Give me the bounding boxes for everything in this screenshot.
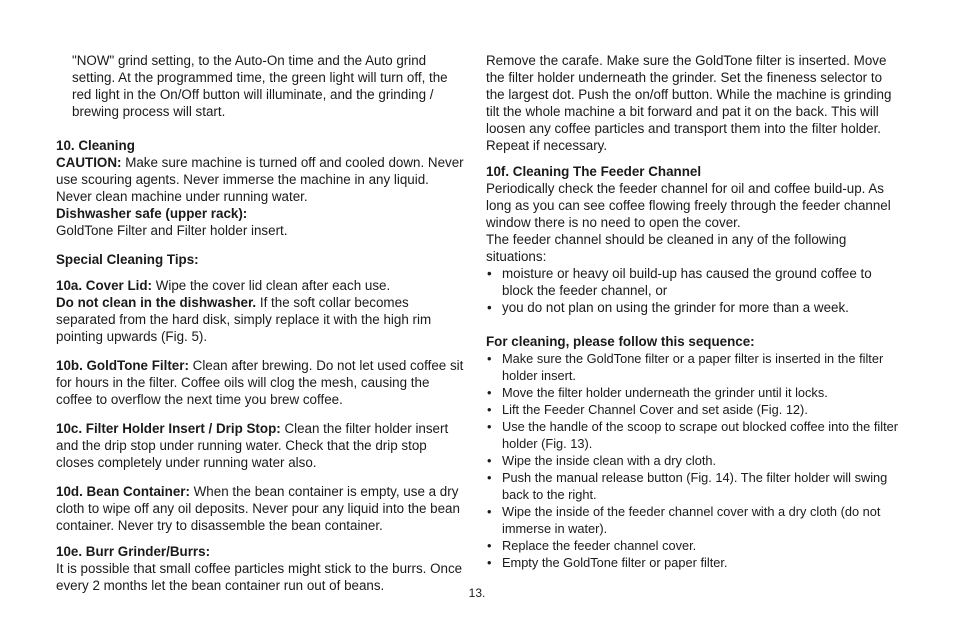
dishwasher-label: Dishwasher safe (upper rack): <box>56 206 248 221</box>
list-item: • Push the manual release button (Fig. 14). The filter holder will swing back to the right. <box>486 469 902 503</box>
special-tips-heading: Special Cleaning Tips: <box>56 252 199 267</box>
feeder-situations-intro: The feeder channel should be cleaned in any of the following situations: <box>486 232 847 264</box>
tip-10a-dishwasher: Do not clean in the dishwasher. If the soft collar becomes separated from the hard disk, simply replace it with the high rim pointing upwards (Fig. 5). <box>56 295 432 344</box>
feeder-check-paragraph: Periodically check the feeder channel for oil and coffee build-up. As long as you can see coffee flowing freely through the feeder channel window there is no need to open the cover. <box>486 181 891 230</box>
cleaning-heading: 10. Cleaning <box>56 138 135 153</box>
feeder-channel-heading: 10f. Cleaning The Feeder Channel <box>486 164 702 179</box>
list-item: • Replace the feeder channel cover. <box>486 537 902 554</box>
dishwasher-text: GoldTone Filter and Filter holder insert. <box>56 223 288 238</box>
tip-10a: 10a. Cover Lid: Wipe the cover lid clean after each use. <box>56 278 391 293</box>
tip-10d: 10d. Bean Container: When the bean container is empty, use a dry cloth to wipe off any oil deposits. Never pour any liquid into the bean container. Never try to disassemble the bean container. <box>56 484 460 533</box>
right-column <box>486 52 902 571</box>
left-column <box>56 52 466 594</box>
sequence-list <box>486 350 902 571</box>
list-item: • Empty the GoldTone filter or paper filter. <box>486 554 902 571</box>
tip-10e-text: It is possible that small coffee particles might stick to the burrs. Once every 2 months let the bean container run out of beans. <box>56 561 463 593</box>
page-number: 13. <box>468 586 486 600</box>
sequence-heading: For cleaning, please follow this sequence: <box>486 334 755 349</box>
list-item: • you do not plan on using the grinder for more than a week. <box>486 299 902 316</box>
situations-list <box>486 265 902 316</box>
list-item: • Wipe the inside clean with a dry cloth. <box>486 452 902 469</box>
list-item: • Move the filter holder underneath the grinder until it locks. <box>486 384 902 401</box>
list-item: • Lift the Feeder Channel Cover and set aside (Fig. 12). <box>486 401 902 418</box>
caution-paragraph: CAUTION: Make sure machine is turned off and cooled down. Never use scouring agents. Never immerse the machine in any liquid. Never clean machine under running water. <box>56 155 464 204</box>
tip-10e-heading: 10e. Burr Grinder/Burrs: <box>56 544 211 559</box>
burr-cleaning-paragraph: Remove the carafe. Make sure the GoldTone filter is inserted. Move the filter holder underneath the grinder. Set the fineness selector to the largest dot. Push the on/off button. While the machine is grinding tilt the whole machine a bit forward and pat it on the back. This will loosen any coffee particles and transport them into the filter holder. Repeat if necessary. <box>486 53 892 153</box>
list-item: • Make sure the GoldTone filter or a paper filter is inserted in the filter holder insert. <box>486 350 902 384</box>
tip-10c: 10c. Filter Holder Insert / Drip Stop: Clean the filter holder insert and the drip stop under running water. Check that the drip stop closes completely under running water also. <box>56 421 449 470</box>
tip-10b: 10b. GoldTone Filter: Clean after brewing. Do not let used coffee sit for hours in the filter. Coffee oils will clog the mesh, causing the coffee to overflow the next time you brew coffee. <box>56 358 464 407</box>
intro-paragraph: "NOW" grind setting, to the Auto-On time and the Auto grind setting. At the programmed time, the green light will turn off, the red light in the On/Off button will illuminate, and the grinding / brewing process will start. <box>72 53 448 119</box>
list-item: • Wipe the inside of the feeder channel cover with a dry cloth (do not immerse in water). <box>486 503 902 537</box>
caution-label: CAUTION: <box>56 155 122 170</box>
list-item: • Use the handle of the scoop to scrape out blocked coffee into the filter holder (Fig. 13). <box>486 418 902 452</box>
list-item: • moisture or heavy oil build-up has caused the ground coffee to block the feeder channel, or <box>486 265 902 299</box>
